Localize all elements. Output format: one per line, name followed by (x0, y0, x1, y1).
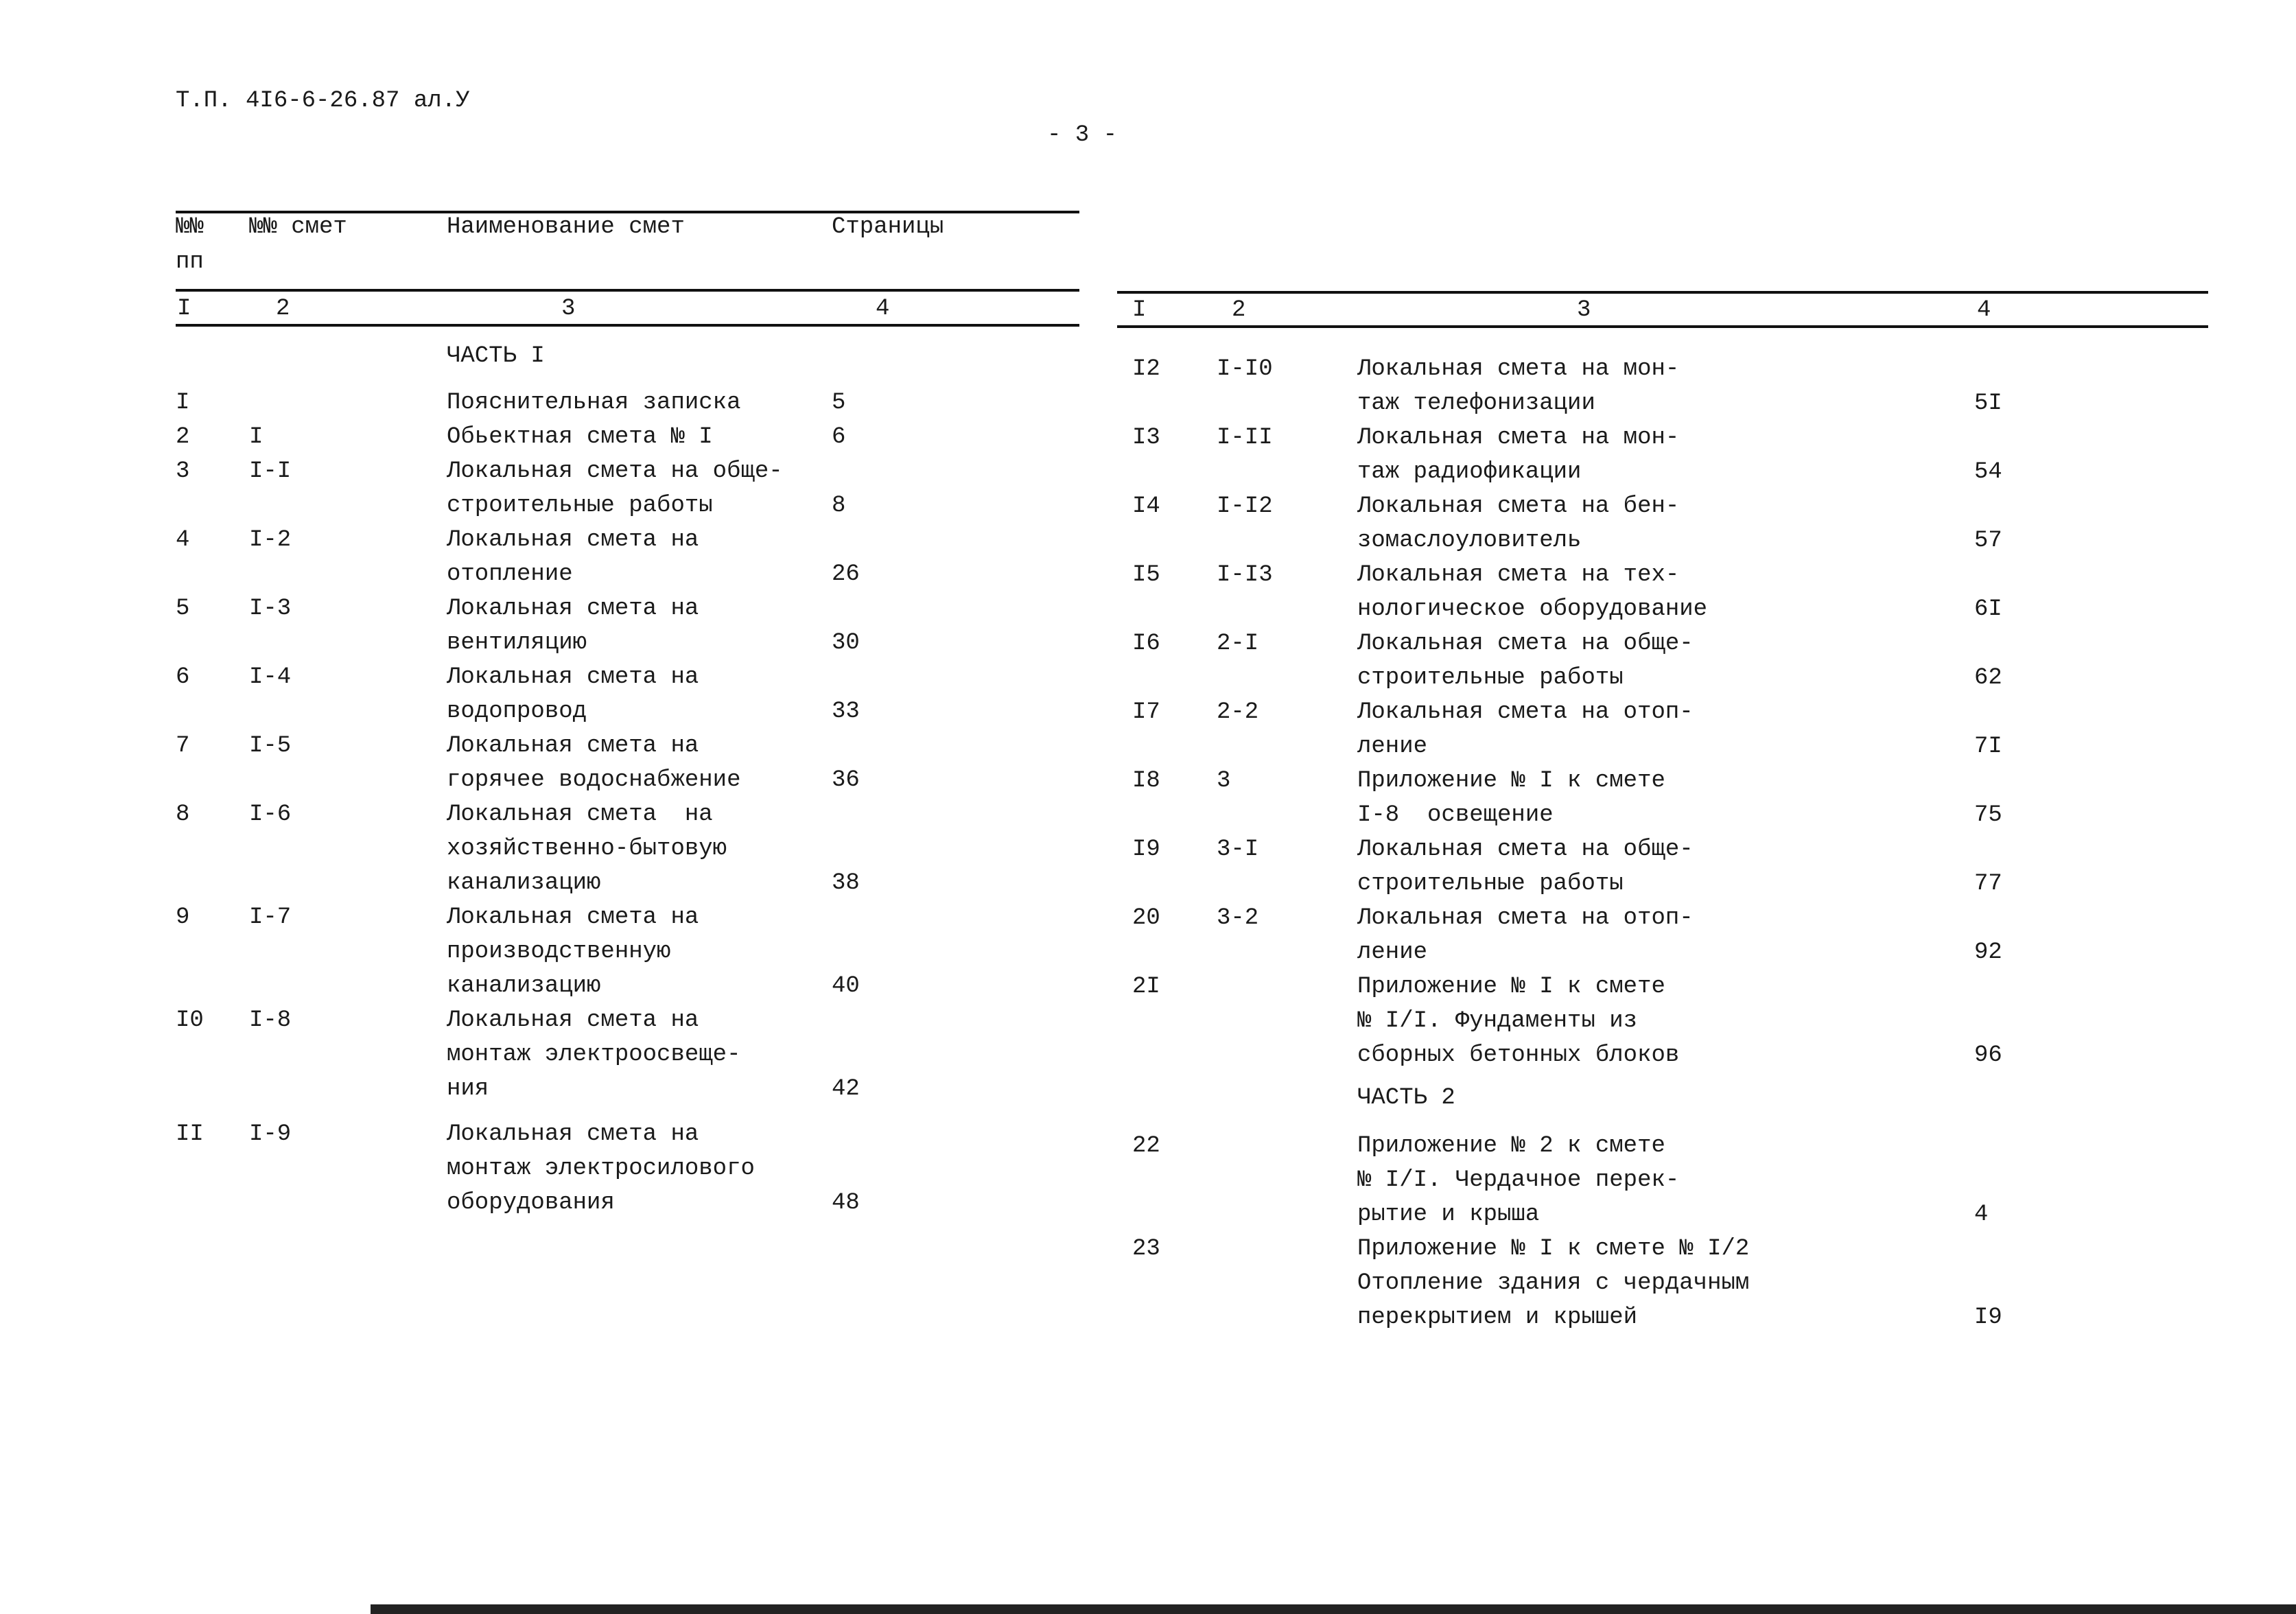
estimate-code: I-I3 (1217, 562, 1273, 588)
table-row (1132, 970, 2002, 1073)
page-ref: 33 (832, 699, 860, 725)
page-ref: 6I (1974, 596, 2002, 622)
page-ref: 5 (832, 390, 846, 416)
estimate-name-line: Локальная смета на обще- (1357, 631, 1694, 657)
estimate-name (1357, 1129, 1974, 1232)
table-row (176, 386, 860, 420)
estimate-name-line: строительные работы (1357, 871, 1624, 897)
page-ref: 4 (1974, 1202, 1989, 1228)
estimate-code: I-I0 (1217, 356, 1273, 382)
estimate-name (447, 797, 832, 900)
estimate-name-line: отопление (447, 561, 573, 587)
estimate-name-line: производственную (447, 939, 671, 965)
estimate-name-line: Локальная смета на (447, 733, 699, 759)
estimate-name (447, 660, 832, 729)
estimate-code: I (249, 424, 263, 450)
estimate-name-line: I-8 освещение (1357, 802, 1554, 828)
table-row (176, 523, 860, 592)
row-number: I2 (1132, 356, 1160, 382)
estimate-code (1217, 1232, 1357, 1266)
page-ref: 26 (832, 561, 860, 587)
table-row (1132, 901, 2002, 970)
estimate-name-line: перекрытием и крышей (1357, 1305, 1638, 1331)
header-num-pp: пп (176, 249, 204, 275)
estimate-code (1217, 1129, 1357, 1163)
estimate-name-line: Локальная смета на бен- (1357, 493, 1680, 519)
document-code: Т.П. 4I6-6-26.87 ал.У (176, 88, 470, 114)
scan-edge (371, 1604, 2296, 1614)
page-ref: 30 (832, 630, 860, 656)
row-number: 4 (176, 527, 190, 553)
column-number: 2 (276, 296, 290, 322)
table-rule-mid (1117, 291, 2208, 294)
estimate-name-line: таж телефонизации (1357, 390, 1595, 417)
estimate-name-line: вентиляцию (447, 630, 587, 656)
table-row (176, 1117, 860, 1220)
estimate-name-line: зомаслоуловитель (1357, 528, 1582, 554)
estimate-code: I-9 (249, 1121, 292, 1147)
row-number: I9 (1132, 837, 1160, 863)
estimate-name-line: хозяйственно-бытовую (447, 836, 727, 862)
estimate-name (1357, 627, 1974, 695)
row-number: I8 (1132, 768, 1160, 794)
estimate-code: 3 (1217, 768, 1231, 794)
estimate-name (1357, 489, 1974, 558)
table-row (176, 729, 860, 797)
page-ref: 38 (832, 870, 860, 896)
page-ref: 54 (1974, 459, 2002, 485)
estimate-name (1357, 970, 1974, 1073)
row-number: II (176, 1121, 204, 1147)
header-code: №№ смет (249, 214, 347, 240)
estimate-name-line: ление (1357, 939, 1428, 966)
estimate-name (1357, 901, 1974, 970)
estimate-code (249, 386, 447, 420)
estimate-code: I-2 (249, 527, 292, 553)
page-ref: 8 (832, 493, 846, 519)
table-row (176, 900, 860, 1003)
table-row (1132, 695, 2002, 764)
estimate-name-line: канализацию (447, 973, 601, 999)
estimate-name-line: ление (1357, 734, 1428, 760)
estimate-name-line: Локальная смета на (447, 904, 699, 931)
estimate-name (447, 386, 832, 420)
estimate-name (447, 592, 832, 660)
estimate-name-line: Локальная смета на (447, 1121, 699, 1147)
column-number: I (177, 296, 191, 322)
estimate-name (1357, 764, 1974, 832)
row-number: 2I (1132, 974, 1160, 1000)
estimate-code: I-6 (249, 802, 292, 828)
page-ref: 5I (1974, 390, 2002, 417)
page-ref: 96 (1974, 1042, 2002, 1068)
row-number: I3 (1132, 425, 1160, 451)
row-number: I4 (1132, 493, 1160, 519)
estimate-name-line: горячее водоснабжение (447, 767, 741, 793)
estimate-name-line: Локальная смета на отоп- (1357, 699, 1694, 725)
column-number: 3 (561, 296, 576, 322)
table-row (1132, 764, 2002, 832)
estimate-name-line: Пояснительная записка (447, 390, 741, 416)
page-number: - 3 - (1047, 122, 1118, 148)
estimate-name-line: Локальная смета на мон- (1357, 356, 1680, 382)
column-number: 4 (1977, 297, 1991, 323)
page-ref: 62 (1974, 665, 2002, 691)
estimate-name-line: Локальная смета на (447, 596, 699, 622)
row-number: 3 (176, 458, 190, 484)
row-number: 7 (176, 733, 190, 759)
page-ref: 92 (1974, 939, 2002, 966)
estimate-name (447, 523, 832, 592)
column-number: 4 (876, 296, 890, 322)
column-number: 3 (1577, 297, 1591, 323)
table-row (176, 592, 860, 660)
estimate-name (1357, 1232, 1974, 1335)
table-rule-bottom (1117, 325, 2208, 328)
table-row (1132, 489, 2002, 558)
estimate-name-line: Локальная смета на обще- (447, 458, 783, 484)
estimate-name-line: рытие и крыша (1357, 1202, 1540, 1228)
table-row (176, 420, 860, 454)
estimate-name-line: оборудования (447, 1190, 615, 1216)
estimate-name-line: монтаж электроосвеще- (447, 1042, 741, 1068)
table-row (176, 797, 860, 900)
section-heading: ЧАСТЬ I (447, 343, 545, 369)
row-number: I7 (1132, 699, 1160, 725)
table-rule-mid (176, 289, 1079, 292)
table-row (1132, 1232, 2002, 1335)
estimate-code: I-I2 (1217, 493, 1273, 519)
estimate-code: I-7 (249, 904, 292, 931)
estimate-name-line: нологическое оборудование (1357, 596, 1708, 622)
estimate-name-line: канализацию (447, 870, 601, 896)
page-ref: 6 (832, 424, 846, 450)
page-ref: 77 (1974, 871, 2002, 897)
estimate-code: 2-I (1217, 631, 1259, 657)
estimate-name-line: № I/I. Чердачное перек- (1357, 1167, 1680, 1193)
estimate-code: I-3 (249, 596, 292, 622)
header-name: Наименование смет (447, 214, 685, 240)
row-number: 22 (1132, 1133, 1160, 1159)
estimate-name-line: Локальная смета на обще- (1357, 837, 1694, 863)
estimate-name-line: таж радиофикации (1357, 459, 1582, 485)
left-table-body (176, 339, 860, 1220)
row-number: I6 (1132, 631, 1160, 657)
table-row (1132, 421, 2002, 489)
header-num: №№ (176, 214, 204, 240)
estimate-name-line: Приложение № I к смете (1357, 768, 1665, 794)
estimate-name (1357, 421, 1974, 489)
estimate-name (447, 1117, 832, 1220)
estimate-name-line: Обьектная смета № I (447, 424, 713, 450)
section-heading: ЧАСТЬ 2 (1357, 1085, 1455, 1111)
estimate-code: 3-2 (1217, 905, 1259, 931)
table-row (176, 454, 860, 523)
column-number: I (1132, 297, 1147, 323)
page-ref: 75 (1974, 802, 2002, 828)
estimate-code: I-8 (249, 1007, 292, 1033)
estimate-code: I-I (249, 458, 292, 484)
estimate-name-line: № I/I. Фундаменты из (1357, 1008, 1638, 1034)
estimate-name-line: Приложение № I к смете (1357, 974, 1665, 1000)
row-number: 2 (176, 424, 190, 450)
estimate-name-line: ния (447, 1076, 489, 1102)
estimate-name (1357, 695, 1974, 764)
table-row (1132, 1129, 2002, 1232)
estimate-name (447, 900, 832, 1003)
estimate-name-line: монтаж электросилового (447, 1156, 755, 1182)
estimate-name-line: Локальная смета на тех- (1357, 562, 1680, 588)
estimate-name-line: Локальная смета на отоп- (1357, 905, 1694, 931)
estimate-name-line: Локальная смета на (447, 802, 713, 828)
table-row (176, 660, 860, 729)
page-ref: 42 (832, 1076, 860, 1102)
table-row (1132, 558, 2002, 627)
page-ref: 7I (1974, 734, 2002, 760)
estimate-name-line: водопровод (447, 699, 587, 725)
estimate-name (1357, 352, 1974, 421)
estimate-name (1357, 832, 1974, 901)
estimate-name (447, 420, 832, 454)
page-ref: I9 (1974, 1305, 2002, 1331)
page-ref: 57 (1974, 528, 2002, 554)
row-number: I (176, 390, 190, 416)
table-rule-top (176, 211, 1079, 213)
row-number: 9 (176, 904, 190, 931)
table-rule-bottom (176, 324, 1079, 327)
row-number: 23 (1132, 1236, 1160, 1262)
table-row (1132, 352, 2002, 421)
estimate-name-line: Локальная смета на (447, 527, 699, 553)
table-row (1132, 832, 2002, 901)
page-ref: 48 (832, 1190, 860, 1216)
estimate-name-line: Локальная смета на (447, 664, 699, 690)
estimate-code: I-II (1217, 425, 1273, 451)
estimate-code: I-5 (249, 733, 292, 759)
row-number: I0 (176, 1007, 204, 1033)
column-number: 2 (1232, 297, 1246, 323)
table-row (1132, 627, 2002, 695)
estimate-name-line: Локальная смета на мон- (1357, 425, 1680, 451)
estimate-name-line: строительные работы (447, 493, 713, 519)
estimate-code: 3-I (1217, 837, 1259, 863)
row-number: 20 (1132, 905, 1160, 931)
estimate-name-line: Приложение № I к смете № I/2 (1357, 1236, 1750, 1262)
header-pages: Страницы (832, 214, 944, 240)
row-number: 5 (176, 596, 190, 622)
right-table-body (1132, 352, 2002, 1335)
table-row (176, 1003, 860, 1106)
estimate-name (1357, 558, 1974, 627)
estimate-name-line: Отопление здания с чердачным (1357, 1270, 1750, 1296)
page-ref: 36 (832, 767, 860, 793)
row-number: 6 (176, 664, 190, 690)
estimate-name (447, 454, 832, 523)
estimate-code: 2-2 (1217, 699, 1259, 725)
estimate-code: I-4 (249, 664, 292, 690)
estimate-name-line: строительные работы (1357, 665, 1624, 691)
page-ref: 40 (832, 973, 860, 999)
estimate-name-line: Приложение № 2 к смете (1357, 1133, 1665, 1159)
estimate-name (447, 1003, 832, 1106)
estimate-name-line: Локальная смета на (447, 1007, 699, 1033)
estimate-name (447, 729, 832, 797)
estimate-name-line: сборных бетонных блоков (1357, 1042, 1680, 1068)
row-number: I5 (1132, 562, 1160, 588)
row-number: 8 (176, 802, 190, 828)
estimate-code (1217, 970, 1357, 1004)
